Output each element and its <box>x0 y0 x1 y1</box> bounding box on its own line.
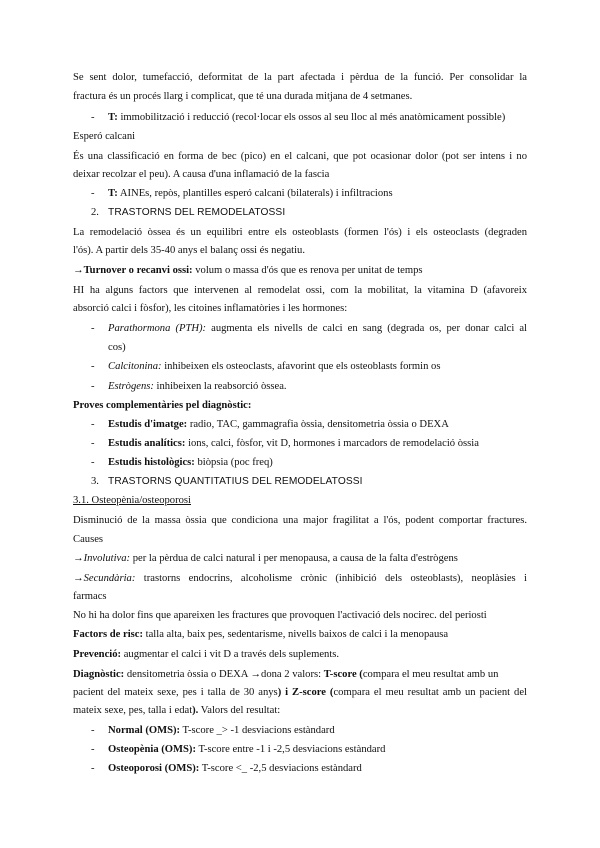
test-detail: biòpsia (poc freq) <box>194 457 273 468</box>
subsection-title-text: 3.1. Osteopènia/osteoporosi <box>73 495 191 506</box>
t-score-term: T-score ( <box>323 669 363 680</box>
arrow-icon: → <box>73 553 84 564</box>
paragraph-line: HI ha alguns factors que intervenen al remodelat ossi, com la mobilitat, la vitamina D (afavoreix <box>73 285 527 296</box>
risk-factors-line <box>73 628 527 641</box>
result-range: T-score _> -1 desviacions estàndard <box>180 725 335 736</box>
cause-text: per la pèrdua de calci natural i per menopausa, a causa de la falta d'estrògens <box>130 553 458 564</box>
cause-type: Involutiva: <box>83 553 131 564</box>
result-category: Osteopènia (OMS): <box>108 744 196 755</box>
diagnostic-line-cont <box>73 686 527 699</box>
paragraph-line: La remodelació òssea és un equilibri entre els osteoblasts (formen l'ós) i els osteoclasts (degraden <box>73 227 527 238</box>
paragraph-line: deixar recolzar el peu). A causa d'una inflamació de la fascia <box>73 169 330 180</box>
treatment-text: AINEs, repòs, plantilles esperó calcani (bilaterals) i infiltracions <box>117 188 393 199</box>
diagnostic-text: mateix sexe, pes, talla i edat <box>73 705 193 716</box>
hormone-item-pth <box>108 322 527 335</box>
test-item-imatge <box>108 418 527 431</box>
test-item-histologics <box>108 456 527 469</box>
proves-heading-text: Proves complementàries pel diagnòstic: <box>73 400 252 411</box>
hormone-item-pth-cont: cos) <box>108 342 126 353</box>
bullet-dash: - <box>91 188 95 199</box>
subsection-title-osteoporosi <box>73 494 527 507</box>
subheading-espero-calcani: Esperó calcani <box>73 131 136 142</box>
proves-heading <box>73 399 527 412</box>
result-category: Osteoporosi (OMS): <box>108 763 200 774</box>
paragraph-line: l'ós). A partir dels 35-40 anys el balanç ossi és negatiu. <box>73 245 305 256</box>
test-name: Estudis analítics: <box>108 438 186 449</box>
turnover-line <box>73 264 527 277</box>
diagnostic-line <box>73 668 527 681</box>
diagnostic-text: densitometria òssia o DEXA →dona 2 valors: <box>124 669 324 680</box>
section-title-remodelat: TRASTORNS DEL REMODELATOSSI <box>108 207 286 218</box>
diagnostic-text: compara el meu resultat amb un <box>362 669 499 680</box>
hormone-item-estrogens <box>108 380 527 393</box>
hormone-name: Calcitonina: <box>108 361 162 372</box>
bullet-dash: - <box>91 438 95 449</box>
bullet-dash: - <box>91 419 95 430</box>
section-title-quantitatius: TRASTORNS QUANTITATIUS DEL REMODELATOSSI <box>108 476 363 487</box>
paragraph-line: absorció calci i fòsfor), les citoines inflamatòries i les hormones: <box>73 303 348 314</box>
paragraph-line: Se sent dolor, tumefacció, deformitat de la part afectada i pèrdua de la funció. Per consolidar la <box>73 72 527 83</box>
prevention-line <box>73 648 527 661</box>
hormone-item-calcitonina <box>108 360 527 373</box>
test-name: Estudis histològics: <box>108 457 195 468</box>
result-item-osteoporosi <box>108 762 527 775</box>
cause-type: Secundària: <box>83 573 136 584</box>
treatment-label: T: <box>108 188 118 199</box>
treatment-label: T: <box>108 112 118 123</box>
z-score-term: ) i Z-score ( <box>277 687 334 698</box>
bullet-dash: - <box>91 763 95 774</box>
hormone-effect: inhibeixen la reabsorció òssea. <box>153 381 287 392</box>
turnover-definition: volum o massa d'ós que es renova per unitat de temps <box>192 265 423 276</box>
bullet-dash: - <box>91 725 95 736</box>
bullet-dash: - <box>91 457 95 468</box>
section-number: 3. <box>91 476 99 487</box>
test-item-analitics <box>108 437 527 450</box>
risk-factors-text: talla alta, baix pes, sedentarisme, nivells baixos de calci i la menopausa <box>143 629 449 640</box>
paragraph-line: Disminució de la massa òssia que condiciona una major fragilitat a l'ós, podent comportar fractures. <box>73 515 527 526</box>
paragraph-line: farmacs <box>73 591 107 602</box>
section-number: 2. <box>91 207 99 218</box>
bullet-dash: - <box>91 323 95 334</box>
result-item-osteopenia <box>108 743 527 756</box>
cause-text: trastorns endocrins, alcoholisme crònic (inhibició dels osteoblasts), neoplàsies i <box>135 573 527 584</box>
hormone-effect: inhibeixen els osteoclasts, afavorint que els osteoblasts formin os <box>161 361 441 372</box>
prevention-label: Prevenció: <box>73 649 122 660</box>
test-detail: ions, calci, fòsfor, vit D, hormones i marcadors de remodelació òssia <box>185 438 479 449</box>
bullet-dash: - <box>91 361 95 372</box>
bullet-dash: - <box>91 744 95 755</box>
test-name: Estudis d'imatge: <box>108 419 188 430</box>
causes-label: Causes <box>73 534 104 545</box>
arrow-icon: → <box>73 573 84 584</box>
diagnostic-punct: ). <box>192 705 199 716</box>
treatment-line <box>108 111 527 124</box>
turnover-term: Turnover o recanvi ossi: <box>83 265 193 276</box>
test-detail: radio, TAC, gammagrafia òssia, densitometria òssia o DEXA <box>187 419 449 430</box>
diagnostic-label: Diagnòstic: <box>73 669 125 680</box>
cause-secundaria <box>73 572 527 585</box>
diagnostic-text: pacient del mateix sexe, pes i talla de 30 anys <box>73 687 278 698</box>
diagnostic-text: compara el meu resultat amb un pacient del <box>333 687 528 698</box>
result-range: T-score entre -1 i -2,5 desviacions estàndard <box>195 744 386 755</box>
hormone-name: Estrògens: <box>108 381 154 392</box>
hormone-effect: augmenta els nivells de calci en sang (degrada os, per donar calci al <box>206 323 527 334</box>
hormone-name: Parathormona (PTH): <box>108 323 207 334</box>
diagnostic-text: Valors del resultat: <box>198 705 281 716</box>
treatment-text: immobilització i reducció (recol·locar els ossos al seu lloc al més anatòmicament possible) <box>117 112 506 123</box>
result-item-normal <box>108 724 527 737</box>
bullet-dash: - <box>91 381 95 392</box>
result-category: Normal (OMS): <box>108 725 181 736</box>
result-range: T-score <_ -2,5 desviacions estàndard <box>199 763 362 774</box>
paragraph-line: No hi ha dolor fins que apareixen les fractures que provoquen l'activació dels nocirec. del periosti <box>73 610 487 621</box>
diagnostic-line-cont <box>73 704 527 717</box>
paragraph-line: fractura és un procés llarg i complicat, que té una durada mitjana de 4 setmanes. <box>73 91 413 102</box>
treatment-line <box>108 187 527 200</box>
prevention-text: augmentar el calci i vit D a través dels suplements. <box>121 649 340 660</box>
arrow-icon: → <box>73 265 84 276</box>
paragraph-line: És una classificació en forma de bec (pico) en el calcani, que pot ocasionar dolor (pot ser intens i no <box>73 151 527 162</box>
bullet-dash: - <box>91 112 95 123</box>
cause-involutiva <box>73 552 527 565</box>
risk-factors-label: Factors de risc: <box>73 629 144 640</box>
